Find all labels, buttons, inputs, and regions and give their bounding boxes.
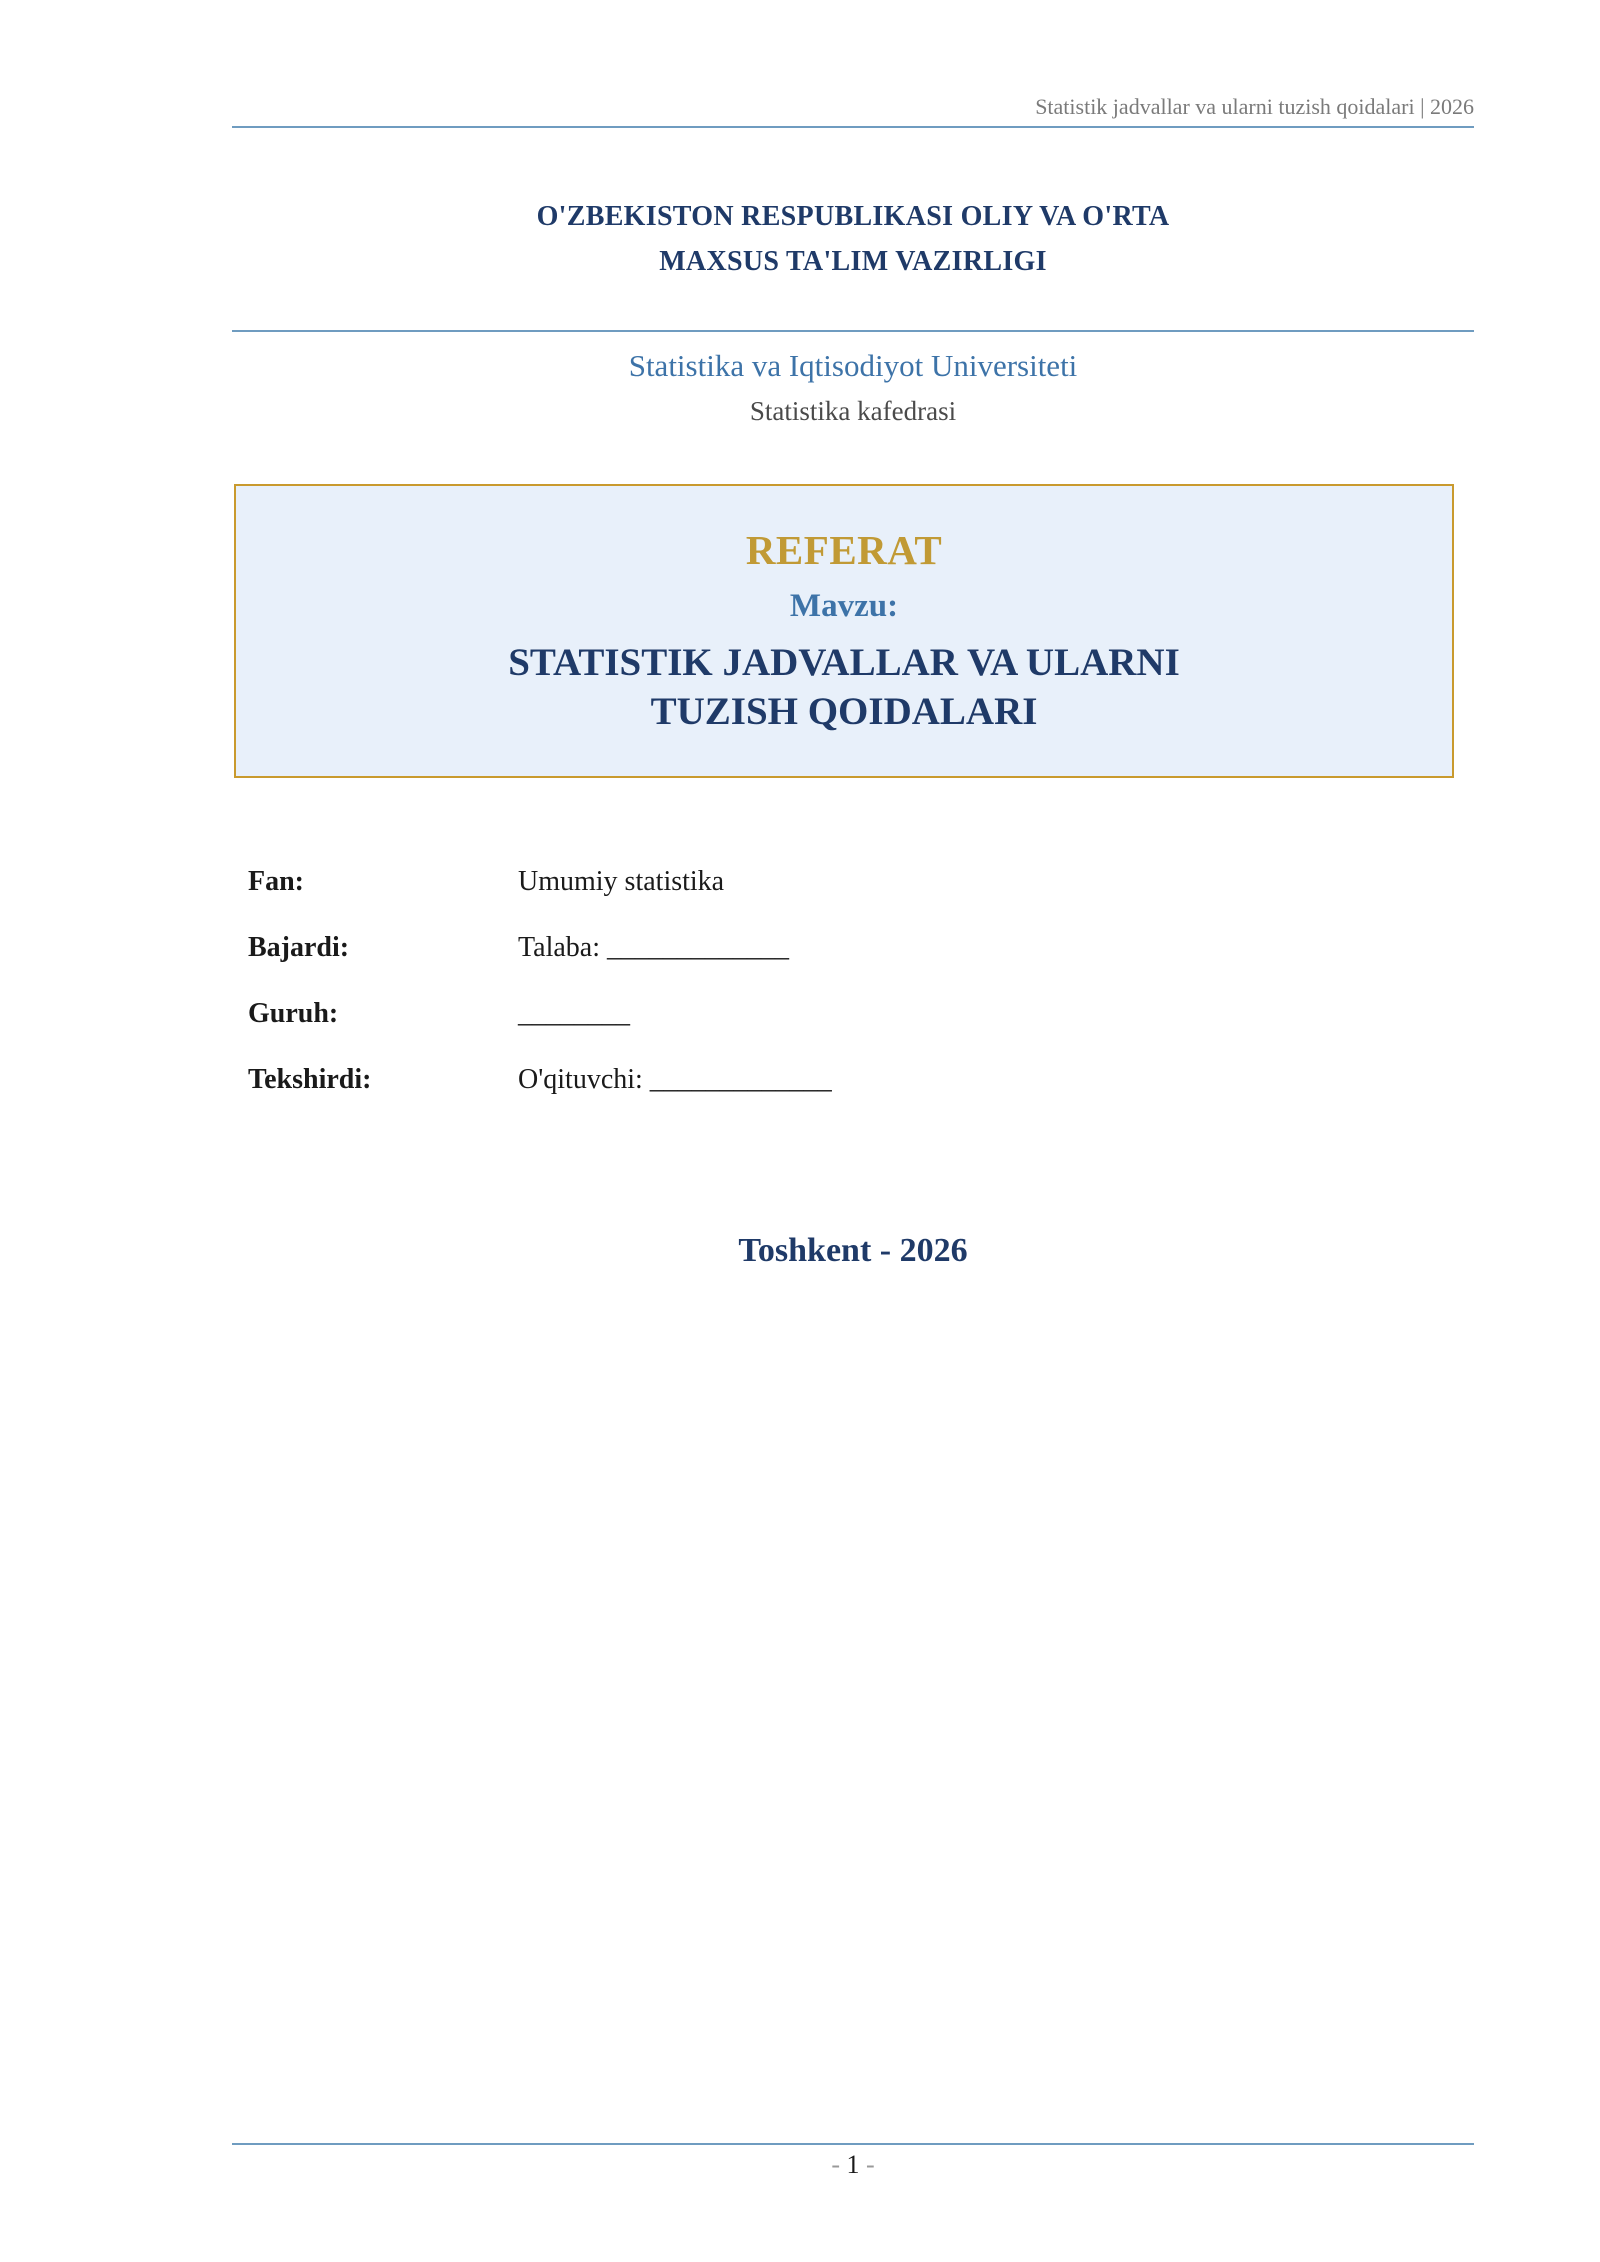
ministry-title [232, 194, 1474, 284]
info-value: O'qituvchi: _____________ [518, 1064, 832, 1095]
info-value: ________ [518, 998, 630, 1029]
header-rule [232, 126, 1474, 128]
info-label: Guruh: [248, 998, 339, 1029]
info-label: Bajardi: [248, 932, 350, 963]
ministry-line-2: MAXSUS TA'LIM VAZIRLIGI [659, 246, 1047, 277]
university-name: Statistika va Iqtisodiyot Universiteti [628, 348, 1078, 383]
info-label: Fan: [248, 866, 304, 897]
document-type: REFERAT [745, 527, 943, 573]
topic-line-1: STATISTIK JADVALLAR VA ULARNI [508, 641, 1180, 684]
topic-line-2: TUZISH QOIDALARI [650, 690, 1038, 733]
footer-rule [232, 2143, 1474, 2145]
info-value: Talaba: _____________ [518, 932, 789, 963]
page-dash-left: - [831, 2150, 840, 2179]
running-header: Statistik jadvallar va ularni tuzish qoidalari | 2026 [1035, 94, 1474, 119]
page-dash-right: - [866, 2150, 875, 2179]
topic-title [236, 638, 1452, 736]
section-divider [232, 330, 1474, 332]
info-label: Tekshirdi: [248, 1064, 372, 1095]
page-number [232, 2150, 1474, 2180]
ministry-line-1: O'ZBEKISTON RESPUBLIKASI OLIY VA O'RTA [536, 201, 1170, 232]
page-number-value: 1 [846, 2150, 860, 2179]
topic-label: Mavzu: [789, 588, 899, 624]
department-name: Statistika kafedrasi [749, 396, 957, 426]
info-value: Umumiy statistika [518, 866, 725, 897]
city-year: Toshkent - 2026 [738, 1232, 968, 1269]
title-box [234, 484, 1454, 778]
